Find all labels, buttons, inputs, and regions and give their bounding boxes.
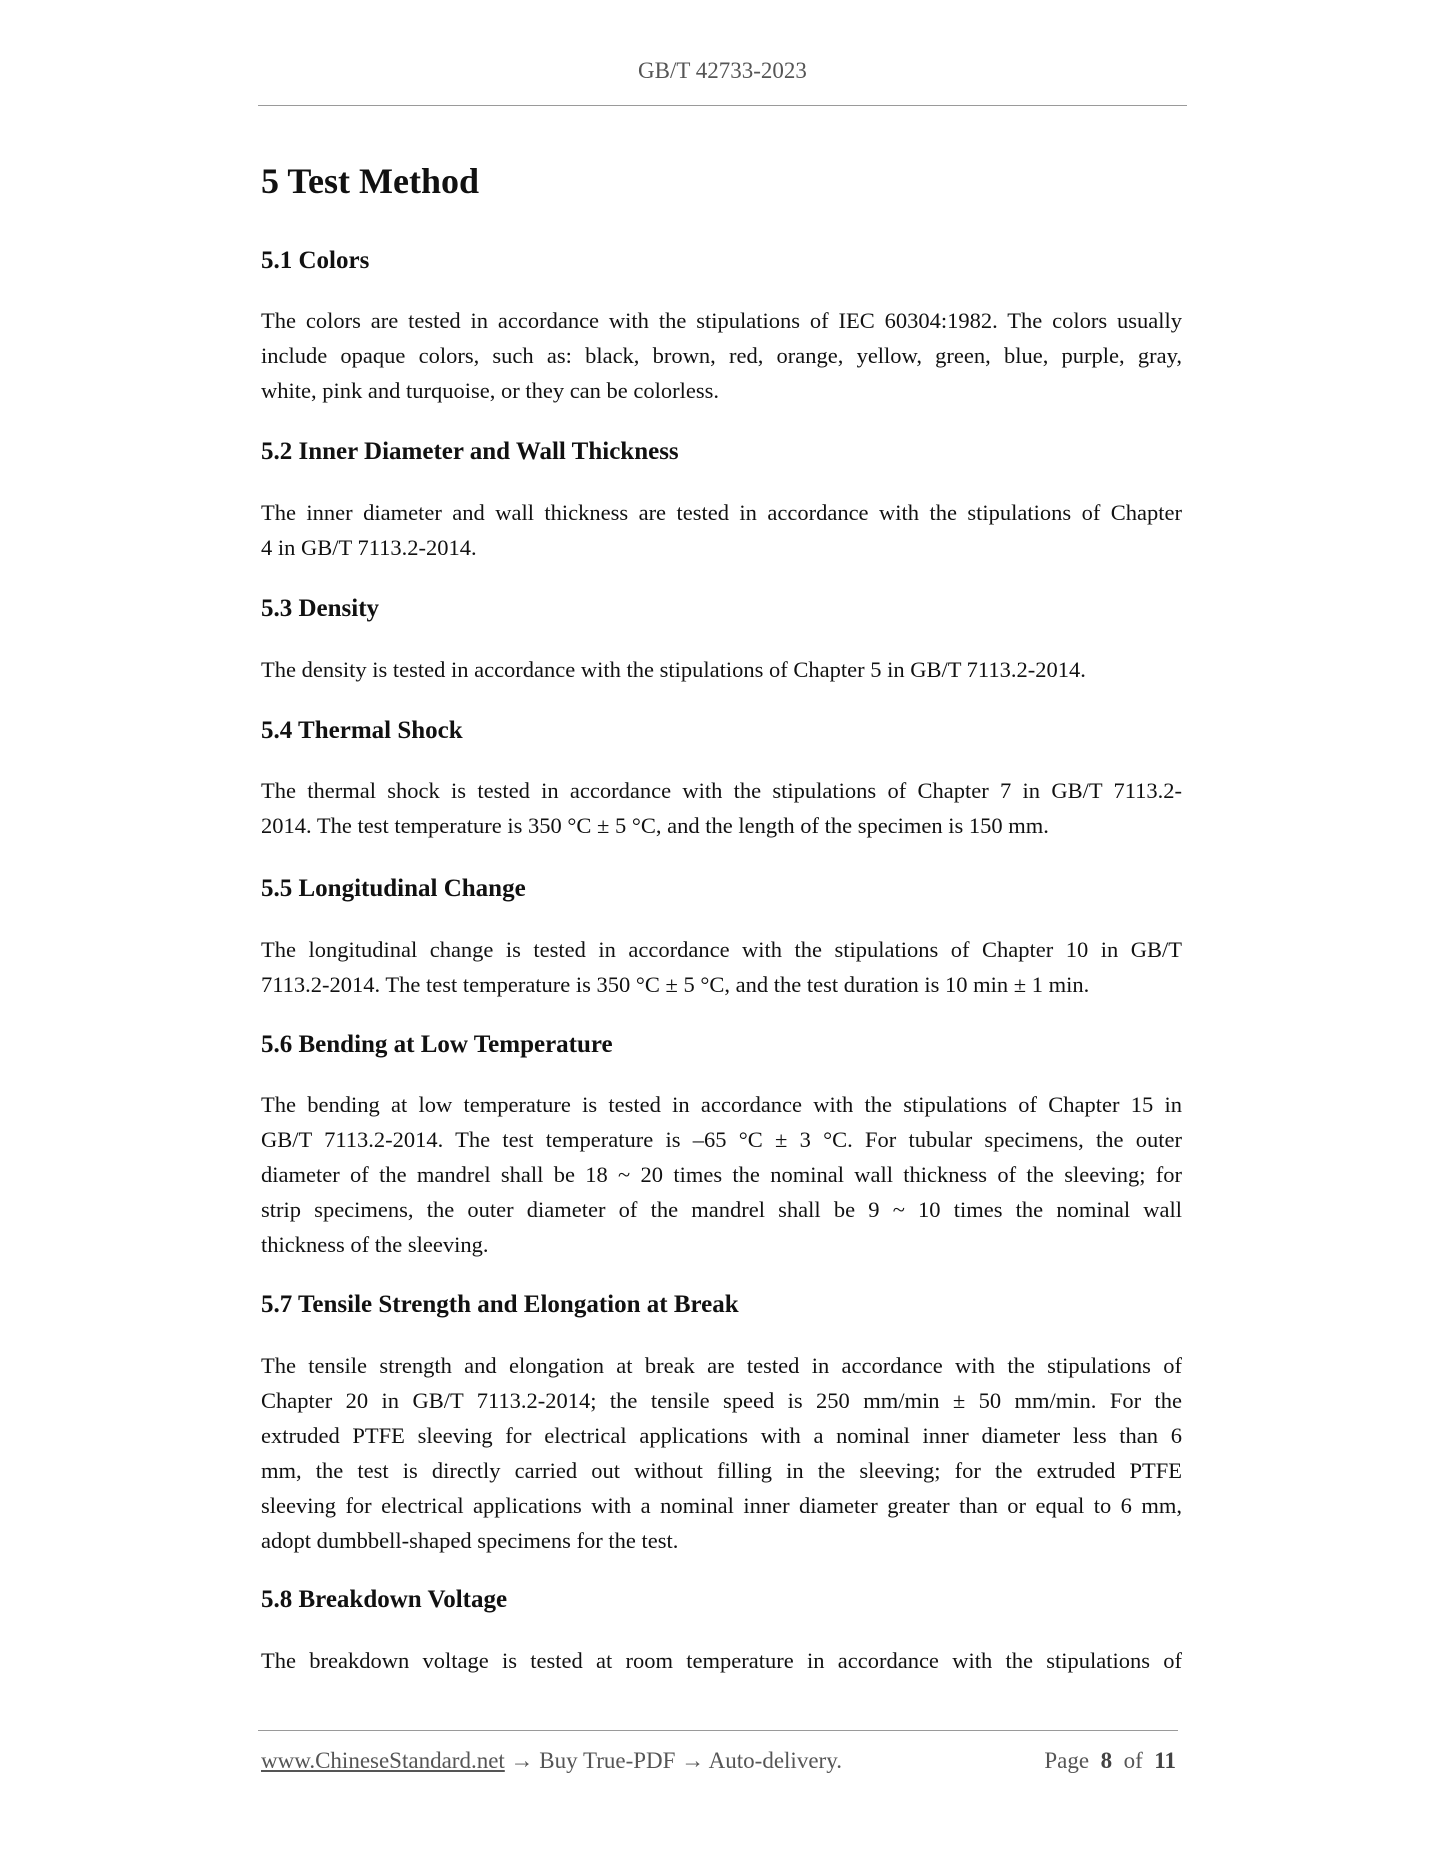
text-line: adopt dumbbell-shaped specimens for the test. <box>261 1528 679 1553</box>
text-line: 2014. The test temperature is 350 °C ± 5 °C, and the length of the specimen is 150 mm. <box>261 813 1049 838</box>
text-line: thickness of the sleeving. <box>261 1232 489 1257</box>
text-line: sleeving for electrical applications with a nominal inner diameter greater than or equal to 6 mm, <box>261 1493 1182 1518</box>
section-paragraph <box>261 495 1182 565</box>
text-line: The inner diameter and wall thickness are tested in accordance with the stipulations of Chapter <box>261 500 1182 525</box>
text-line: The bending at low temperature is tested in accordance with the stipulations of Chapter 15 in <box>261 1092 1182 1117</box>
section-paragraph <box>261 303 1182 408</box>
text-line: GB/T 7113.2-2014. The test temperature is –65 °C ± 3 °C. For tubular specimens, the outer <box>261 1127 1182 1152</box>
text-line: 7113.2-2014. The test temperature is 350 °C ± 5 °C, and the test duration is 10 min ± 1 min. <box>261 972 1090 997</box>
text-line: diameter of the mandrel shall be 18 ~ 20 times the nominal wall thickness of the sleeving; for <box>261 1162 1182 1187</box>
text-line: The thermal shock is tested in accordance with the stipulations of Chapter 7 in GB/T 7113.2- <box>261 778 1182 803</box>
section-title: 5 Test Method <box>261 161 480 201</box>
section-heading: 5.4 Thermal Shock <box>261 717 463 744</box>
section-heading: 5.2 Inner Diameter and Wall Thickness <box>261 438 679 465</box>
header-rule <box>258 105 1187 106</box>
arrow-icon: → <box>510 1748 534 1773</box>
buy-text: Buy True-PDF <box>539 1748 676 1773</box>
section-heading: 5.5 Longitudinal Change <box>261 875 526 902</box>
current-page: 8 <box>1100 1748 1113 1773</box>
page-number <box>1044 1748 1176 1774</box>
text-line: The breakdown voltage is tested at room temperature in accordance with the stipulations of <box>261 1648 1182 1673</box>
section-paragraph <box>261 1348 1182 1558</box>
text-line: white, pink and turquoise, or they can be colorless. <box>261 378 720 403</box>
text-line: The tensile strength and elongation at break are tested in accordance with the stipulations of <box>261 1353 1182 1378</box>
running-header: GB/T 42733-2023 <box>638 58 807 83</box>
footer-rule <box>258 1730 1178 1731</box>
section-heading: 5.7 Tensile Strength and Elongation at Break <box>261 1291 739 1318</box>
footer <box>261 1748 1176 1774</box>
section-heading: 5.1 Colors <box>261 247 370 274</box>
section-heading: 5.8 Breakdown Voltage <box>261 1586 508 1613</box>
arrow-icon: → <box>681 1748 705 1773</box>
section-heading: 5.3 Density <box>261 595 380 622</box>
section-paragraph <box>261 652 1182 687</box>
text-line: 4 in GB/T 7113.2-2014. <box>261 535 477 560</box>
text-line: strip specimens, the outer diameter of the mandrel shall be 9 ~ 10 times the nominal wall <box>261 1197 1182 1222</box>
page-label: Page <box>1044 1748 1090 1773</box>
text-line: extruded PTFE sleeving for electrical applications with a nominal inner diameter less than 6 <box>261 1423 1182 1448</box>
text-line: The density is tested in accordance with the stipulations of Chapter 5 in GB/T 7113.2-2014. <box>261 657 1086 682</box>
section-heading: 5.6 Bending at Low Temperature <box>261 1031 613 1058</box>
section-paragraph <box>261 773 1182 843</box>
of-label: of <box>1123 1748 1143 1773</box>
text-line: include opaque colors, such as: black, brown, red, orange, yellow, green, blue, purple, gray, <box>261 343 1182 368</box>
text-line: The colors are tested in accordance with the stipulations of IEC 60304:1982. The colors usually <box>261 308 1182 333</box>
delivery-text: Auto-delivery. <box>708 1748 842 1773</box>
section-paragraph <box>261 1087 1182 1262</box>
text-line: The longitudinal change is tested in accordance with the stipulations of Chapter 10 in GB/T <box>261 937 1182 962</box>
section-paragraph <box>261 932 1182 1002</box>
total-pages: 11 <box>1154 1748 1176 1773</box>
section-paragraph <box>261 1643 1182 1678</box>
text-line: mm, the test is directly carried out without filling in the sleeving; for the extruded PTFE <box>261 1458 1182 1483</box>
website-link[interactable]: www.ChineseStandard.net <box>261 1748 505 1773</box>
text-line: Chapter 20 in GB/T 7113.2-2014; the tensile speed is 250 mm/min ± 50 mm/min. For the <box>261 1388 1182 1413</box>
